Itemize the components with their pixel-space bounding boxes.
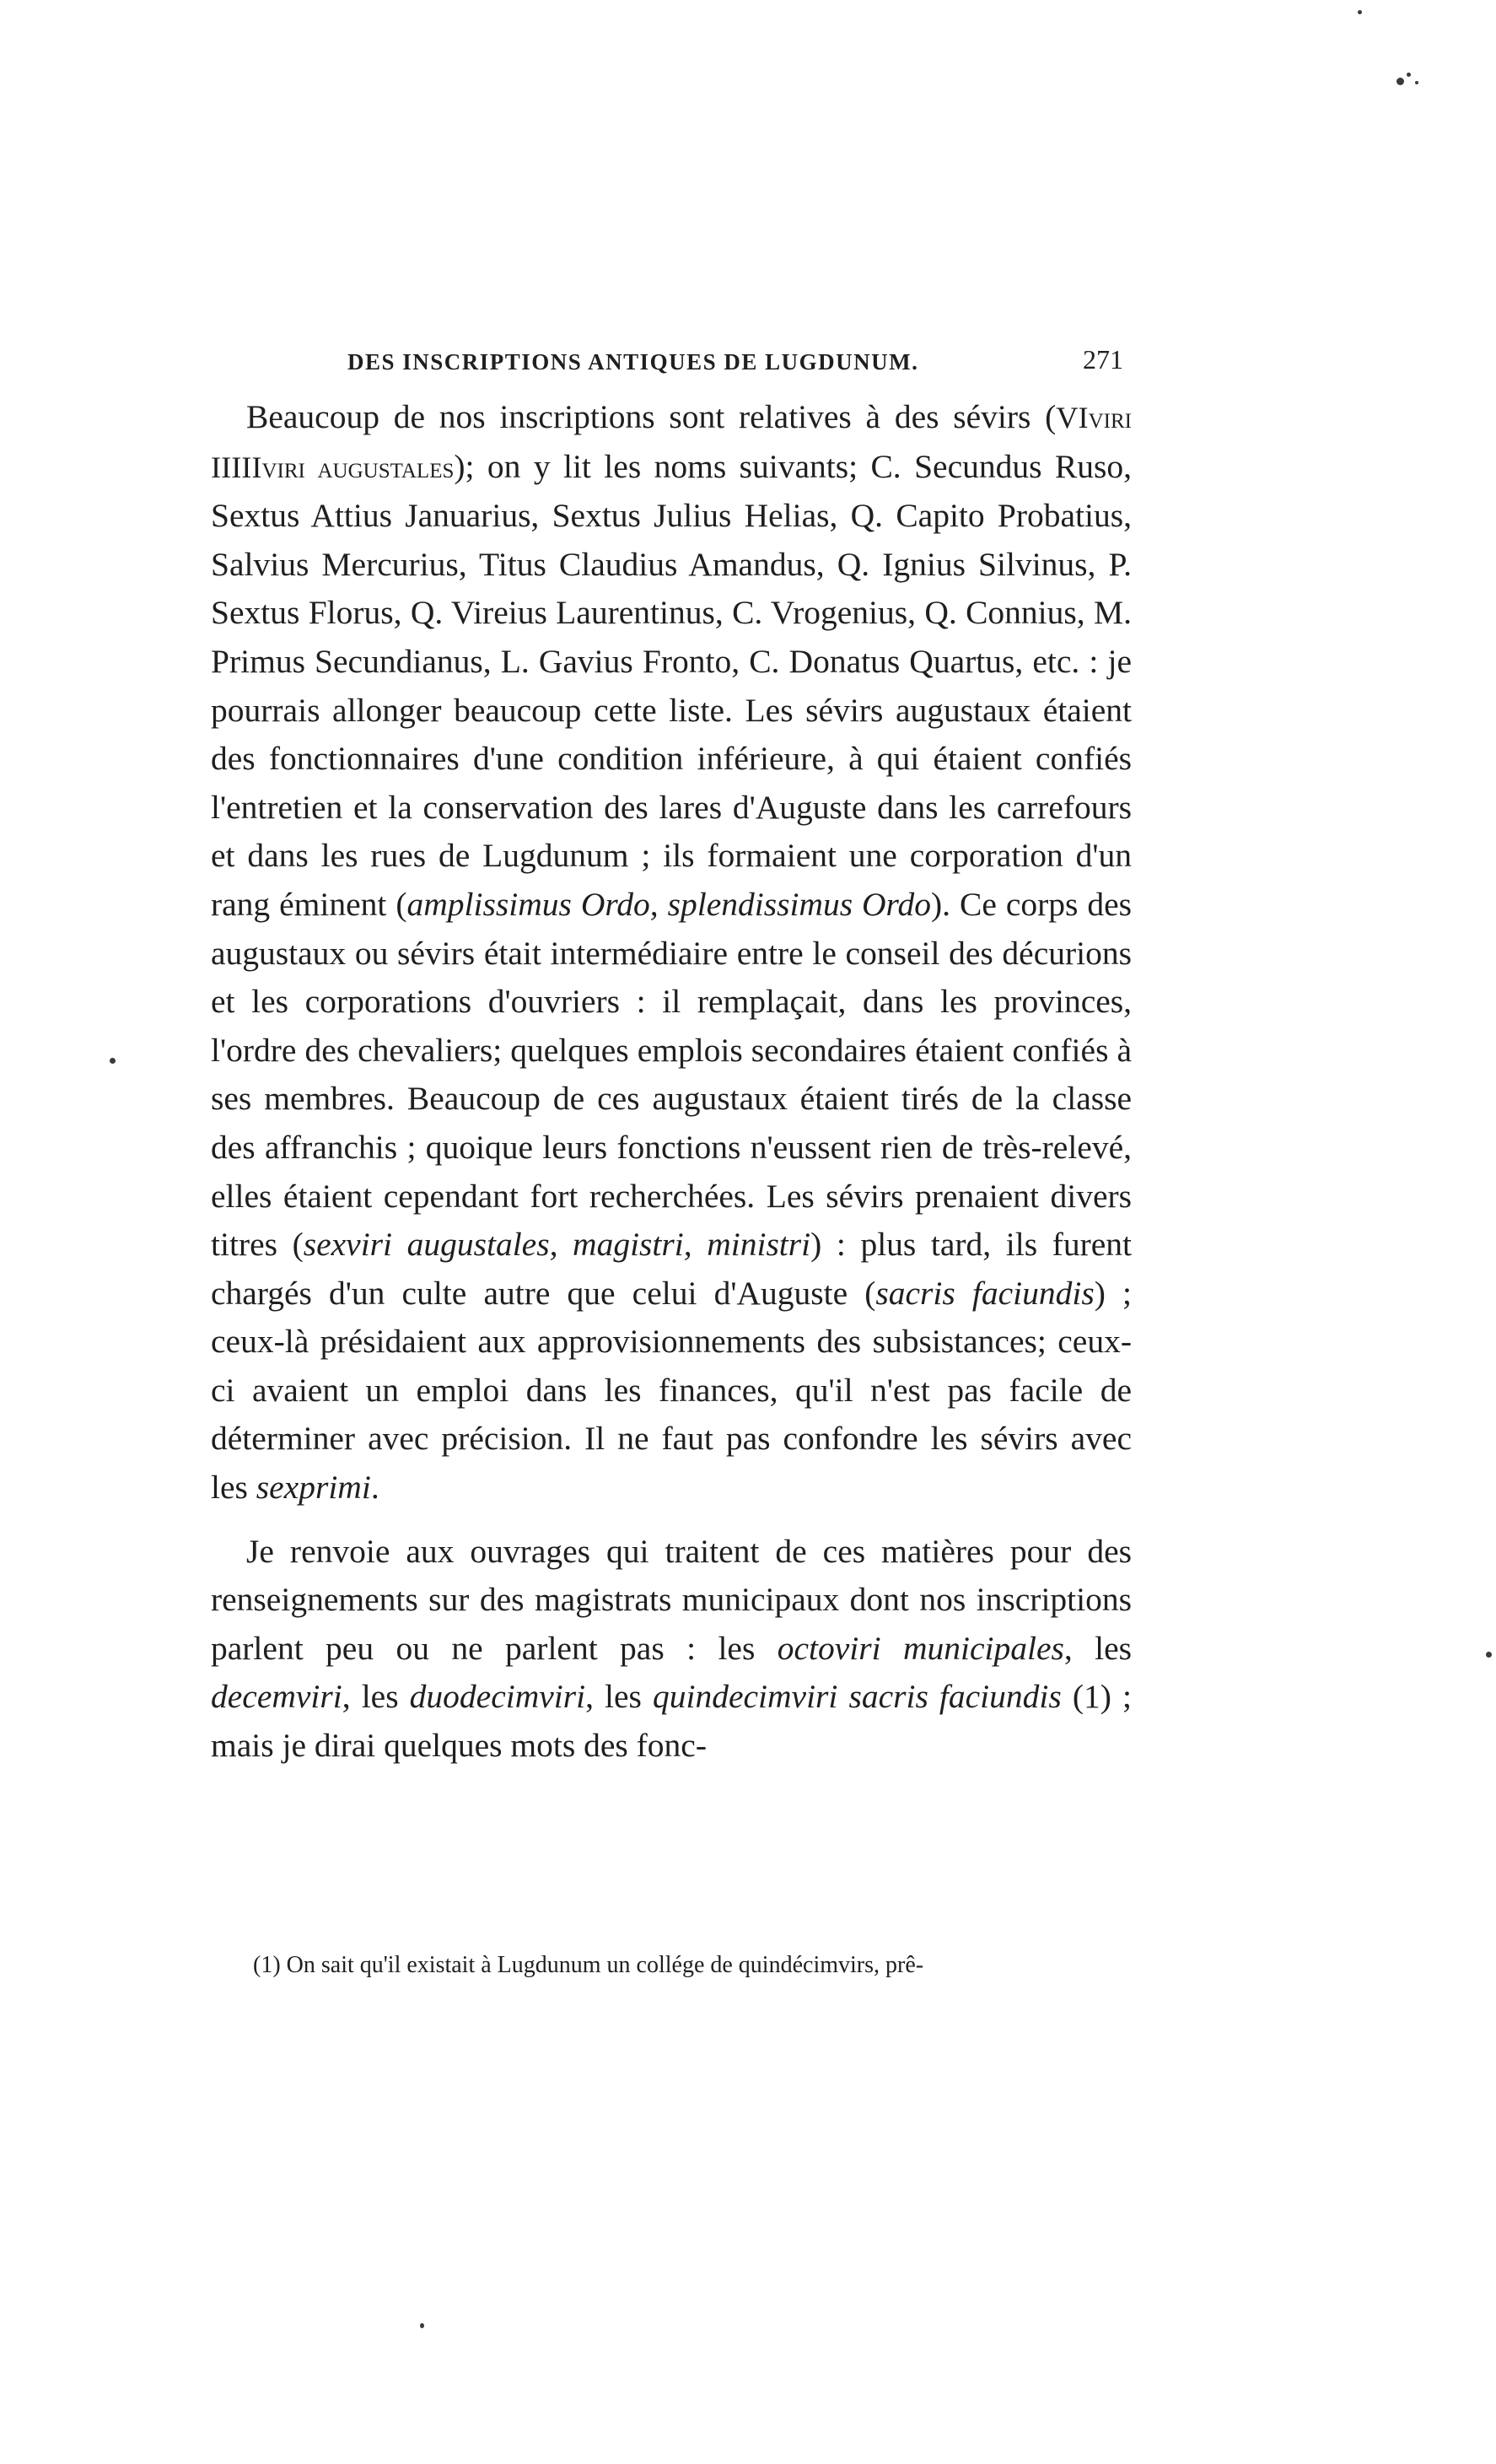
text-run: (1) ; mais je dirai quelques mots des fonc-	[211, 1678, 1132, 1765]
paragraph	[211, 1528, 1132, 1771]
text-run: , les	[585, 1678, 653, 1716]
page-number: 271	[1083, 344, 1123, 375]
text-run: ) : plus tard, ils furent chargés d'un culte autre que celui d'Auguste (	[211, 1226, 1132, 1312]
text-run: , les	[1063, 1629, 1132, 1667]
latin-term: sexprimi	[256, 1469, 371, 1507]
latin-term: duodecimviri	[409, 1678, 586, 1716]
latin-term: octoviri municipales	[777, 1629, 1064, 1667]
ink-speck	[1396, 78, 1404, 85]
abbreviation-smallcaps: VIviri IIIIIviri augustales	[211, 401, 1132, 484]
text-run: Je renvoie aux ouvrages qui traitent de ces matières pour des renseignements sur des magistrats municipaux dont nos inscriptions parlent peu ou ne parlent pas : les	[211, 1532, 1132, 1667]
ink-speck	[1415, 81, 1418, 84]
latin-term: amplissimus Ordo, splendissimus Ordo	[406, 885, 931, 923]
ink-speck	[1486, 1652, 1492, 1658]
latin-term: quindecimviri sacris faciundis	[653, 1678, 1062, 1716]
text-run: .	[370, 1469, 379, 1507]
running-head	[347, 344, 1123, 381]
running-head-title: DES INSCRIPTIONS ANTIQUES DE LUGDUNUM.	[347, 349, 919, 375]
ink-speck	[110, 1058, 116, 1064]
text-run: , les	[342, 1678, 410, 1716]
latin-term: decemviri	[211, 1678, 342, 1716]
paragraph	[211, 393, 1132, 1512]
ink-speck	[1407, 73, 1411, 77]
text-run: Beaucoup de nos inscriptions sont relatives à des sévirs (	[246, 398, 1057, 435]
text-run: ) ; ceux-là présidaient aux approvisionnements des subsistances; ceux-ci avaient un emploi dans les finances, qu'il n'est pas facile de déterminer avec précision. Il ne faut pas confondre les sévirs avec les	[211, 1274, 1132, 1507]
text-run: ); on y lit les noms suivants; C. Secundus Ruso, Sextus Attius Januarius, Sextus Julius Helias, Q. Capito Probatius, Salvius Mercurius, Titus Claudius Amandus, Q. Ignius Silvinus, P. Sextus Florus, Q. Vireius Laurentinus, C. Vrogenius, Q. Connius, M. Primus Secundianus, L. Gavius Fronto, C. Donatus Quartus, etc. : je pourrais allonger beaucoup cette liste. Les sévirs augustaux étaient des fonctionnaires d'une condition inférieure, à qui étaient confiés l'entretien et la conservation des lares d'Auguste dans les carrefours et dans les rues de Lugdunum ; ils formaient une corporation d'un rang éminent (	[211, 447, 1132, 923]
text-run: ). Ce corps des augustaux ou sévirs était intermédiaire entre le conseil des décurions et les corporations d'ouvriers : il remplaçait, dans les provinces, l'ordre des chevaliers; quelques emplois secondaires étaient confiés à ses membres. Beaucoup de ces augustaux étaient tirés de la classe des affranchis ; quoique leurs fonctions n'eussent rien de très-relevé, elles étaient cependant fort recherchées. Les sévirs prenaient divers titres (	[211, 885, 1132, 1264]
latin-term: sexviri augustales, magistri, ministri	[303, 1226, 811, 1264]
latin-term: sacris faciundis	[875, 1274, 1095, 1312]
footnote: (1) On sait qu'il existait à Lugdunum un collége de quindécimvirs, prê-	[253, 1952, 924, 1978]
ink-speck	[420, 2323, 424, 2328]
main-text	[211, 393, 1132, 1771]
ink-speck	[1358, 10, 1362, 14]
